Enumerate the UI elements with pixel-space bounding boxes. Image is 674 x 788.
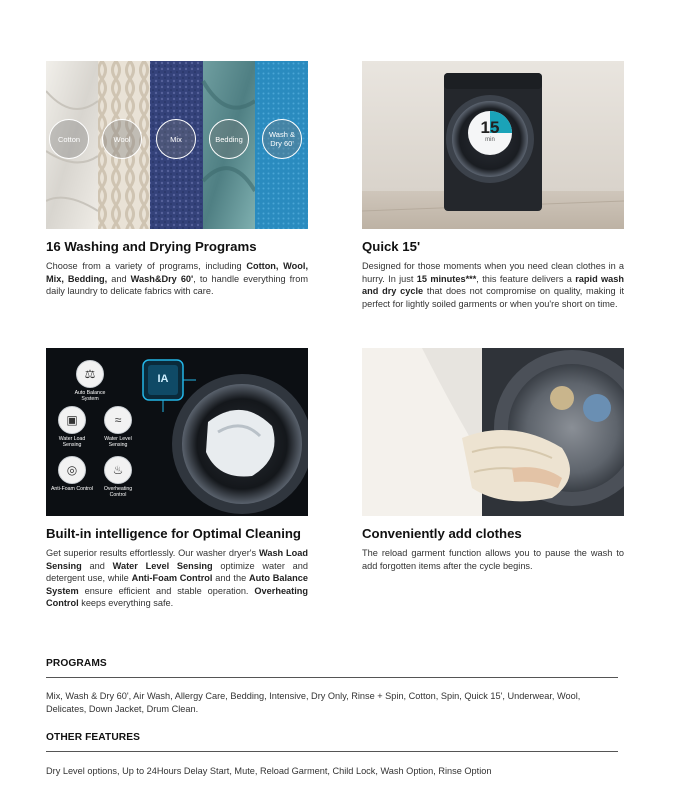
sensor-icon: ▣ (58, 406, 86, 434)
ia-chip-label: IA (157, 373, 169, 385)
fabric-label-circle: Wool (102, 119, 142, 159)
sensor-label: Overheating Control (103, 486, 133, 499)
feature-card-intelligence (46, 348, 308, 610)
fabric-label-circle: Bedding (209, 119, 249, 159)
emphasis-text: Wash&Dry 60' (130, 273, 194, 284)
card-title: Quick 15' (362, 239, 421, 254)
body-text: The reload garment function allows you to pause the wash to add forgotten items after the cycle begins. (362, 548, 624, 571)
card-description (362, 260, 624, 310)
body-text: Designed for those moments when you need clean clothes in a hurry. In just (362, 261, 624, 284)
body-text: keeps everything safe. (78, 598, 174, 609)
quick15-number: 15 (480, 118, 500, 137)
sensor-label: Water Load Sensing (58, 436, 86, 449)
emphasis-text: Anti-Foam Control (131, 573, 213, 584)
quick15-display (468, 119, 512, 144)
sensor-label: Anti-Foam Control (50, 486, 94, 492)
emphasis-text: Wash Load Sensing (46, 548, 308, 571)
body-text: , this feature delivers a (476, 273, 576, 284)
card-description (46, 260, 308, 298)
washer-room-image (362, 61, 624, 229)
other-features-divider (46, 751, 618, 752)
sensor-icon: ◎ (58, 456, 86, 484)
fabric-label-circle: Cotton (49, 119, 89, 159)
other-features-heading: OTHER FEATURES (46, 732, 141, 743)
emphasis-text: Auto Balance System (46, 573, 308, 596)
body-text: and (107, 273, 131, 284)
card-description (362, 547, 624, 572)
programs-heading: PROGRAMS (46, 658, 107, 669)
quick15-unit: min (485, 137, 495, 143)
sensor-icon: ≈ (104, 406, 132, 434)
emphasis-text: rapid wash and dry cycle (362, 273, 624, 297)
card-title: Built-in intelligence for Optimal Cleaning (46, 526, 301, 541)
reload-graphic (362, 348, 624, 516)
sensor-feature (96, 406, 140, 449)
sensor-feature (96, 456, 140, 499)
sensor-icon: ♨ (104, 456, 132, 484)
other-features-list: Dry Level options, Up to 24Hours Delay Start, Mute, Reload Garment, Child Lock, Wash Option, Rinse Option (46, 766, 492, 776)
sensor-feature (68, 360, 112, 403)
body-text: Choose from a variety of programs, including (46, 261, 247, 271)
card-title: 16 Washing and Drying Programs (46, 239, 257, 254)
body-text: Get superior results effortlessly. Our washer dryer's (46, 548, 259, 558)
body-text: optimize water and detergent use, while (46, 560, 308, 584)
sensor-label: Water Level Sensing (104, 436, 132, 449)
fabric-label-circle: Wash & Dry 60' (262, 119, 302, 159)
feature-card-quick15 (362, 61, 624, 310)
programs-divider (46, 677, 618, 678)
body-text: , to handle everything from daily laundry to delicate fabrics with care. (46, 273, 309, 297)
fabric-swatches-image (46, 61, 308, 229)
feature-card-programs (46, 61, 308, 298)
feature-card-reload (362, 348, 624, 572)
washer-graphic (362, 61, 624, 229)
programs-list: Mix, Wash & Dry 60', Air Wash, Allergy Care, Bedding, Intensive, Dry Only, Rinse + Spin, Cotton, Spin, Quick 15', Underwear, Wool, Delicates, Down Jacket, Drum Clean. (46, 691, 581, 714)
body-text: and the (212, 573, 250, 584)
fabric-label-circle: Mix (156, 119, 196, 159)
card-description (46, 547, 308, 610)
body-text: ensure efficient and stable operation. (78, 585, 255, 596)
emphasis-text: Overheating Control (46, 585, 308, 609)
reload-clothes-image (362, 348, 624, 516)
emphasis-text: Cotton, Wool, Mix, Bedding, (46, 261, 308, 284)
card-title: Conveniently add clothes (362, 526, 522, 541)
intelligence-image (46, 348, 308, 516)
body-text: that does not compromise on quality, making it perfect for lightly soiled garments or when you're short on time. (362, 286, 624, 309)
sensor-icon: ⚖ (76, 360, 104, 388)
body-text: and (81, 560, 113, 571)
sensor-label: Auto Balance System (74, 390, 106, 403)
sensor-feature (50, 406, 94, 449)
emphasis-text: Water Level Sensing (112, 560, 213, 571)
emphasis-text: 15 minutes*** (416, 273, 477, 284)
sensor-feature (50, 456, 94, 492)
